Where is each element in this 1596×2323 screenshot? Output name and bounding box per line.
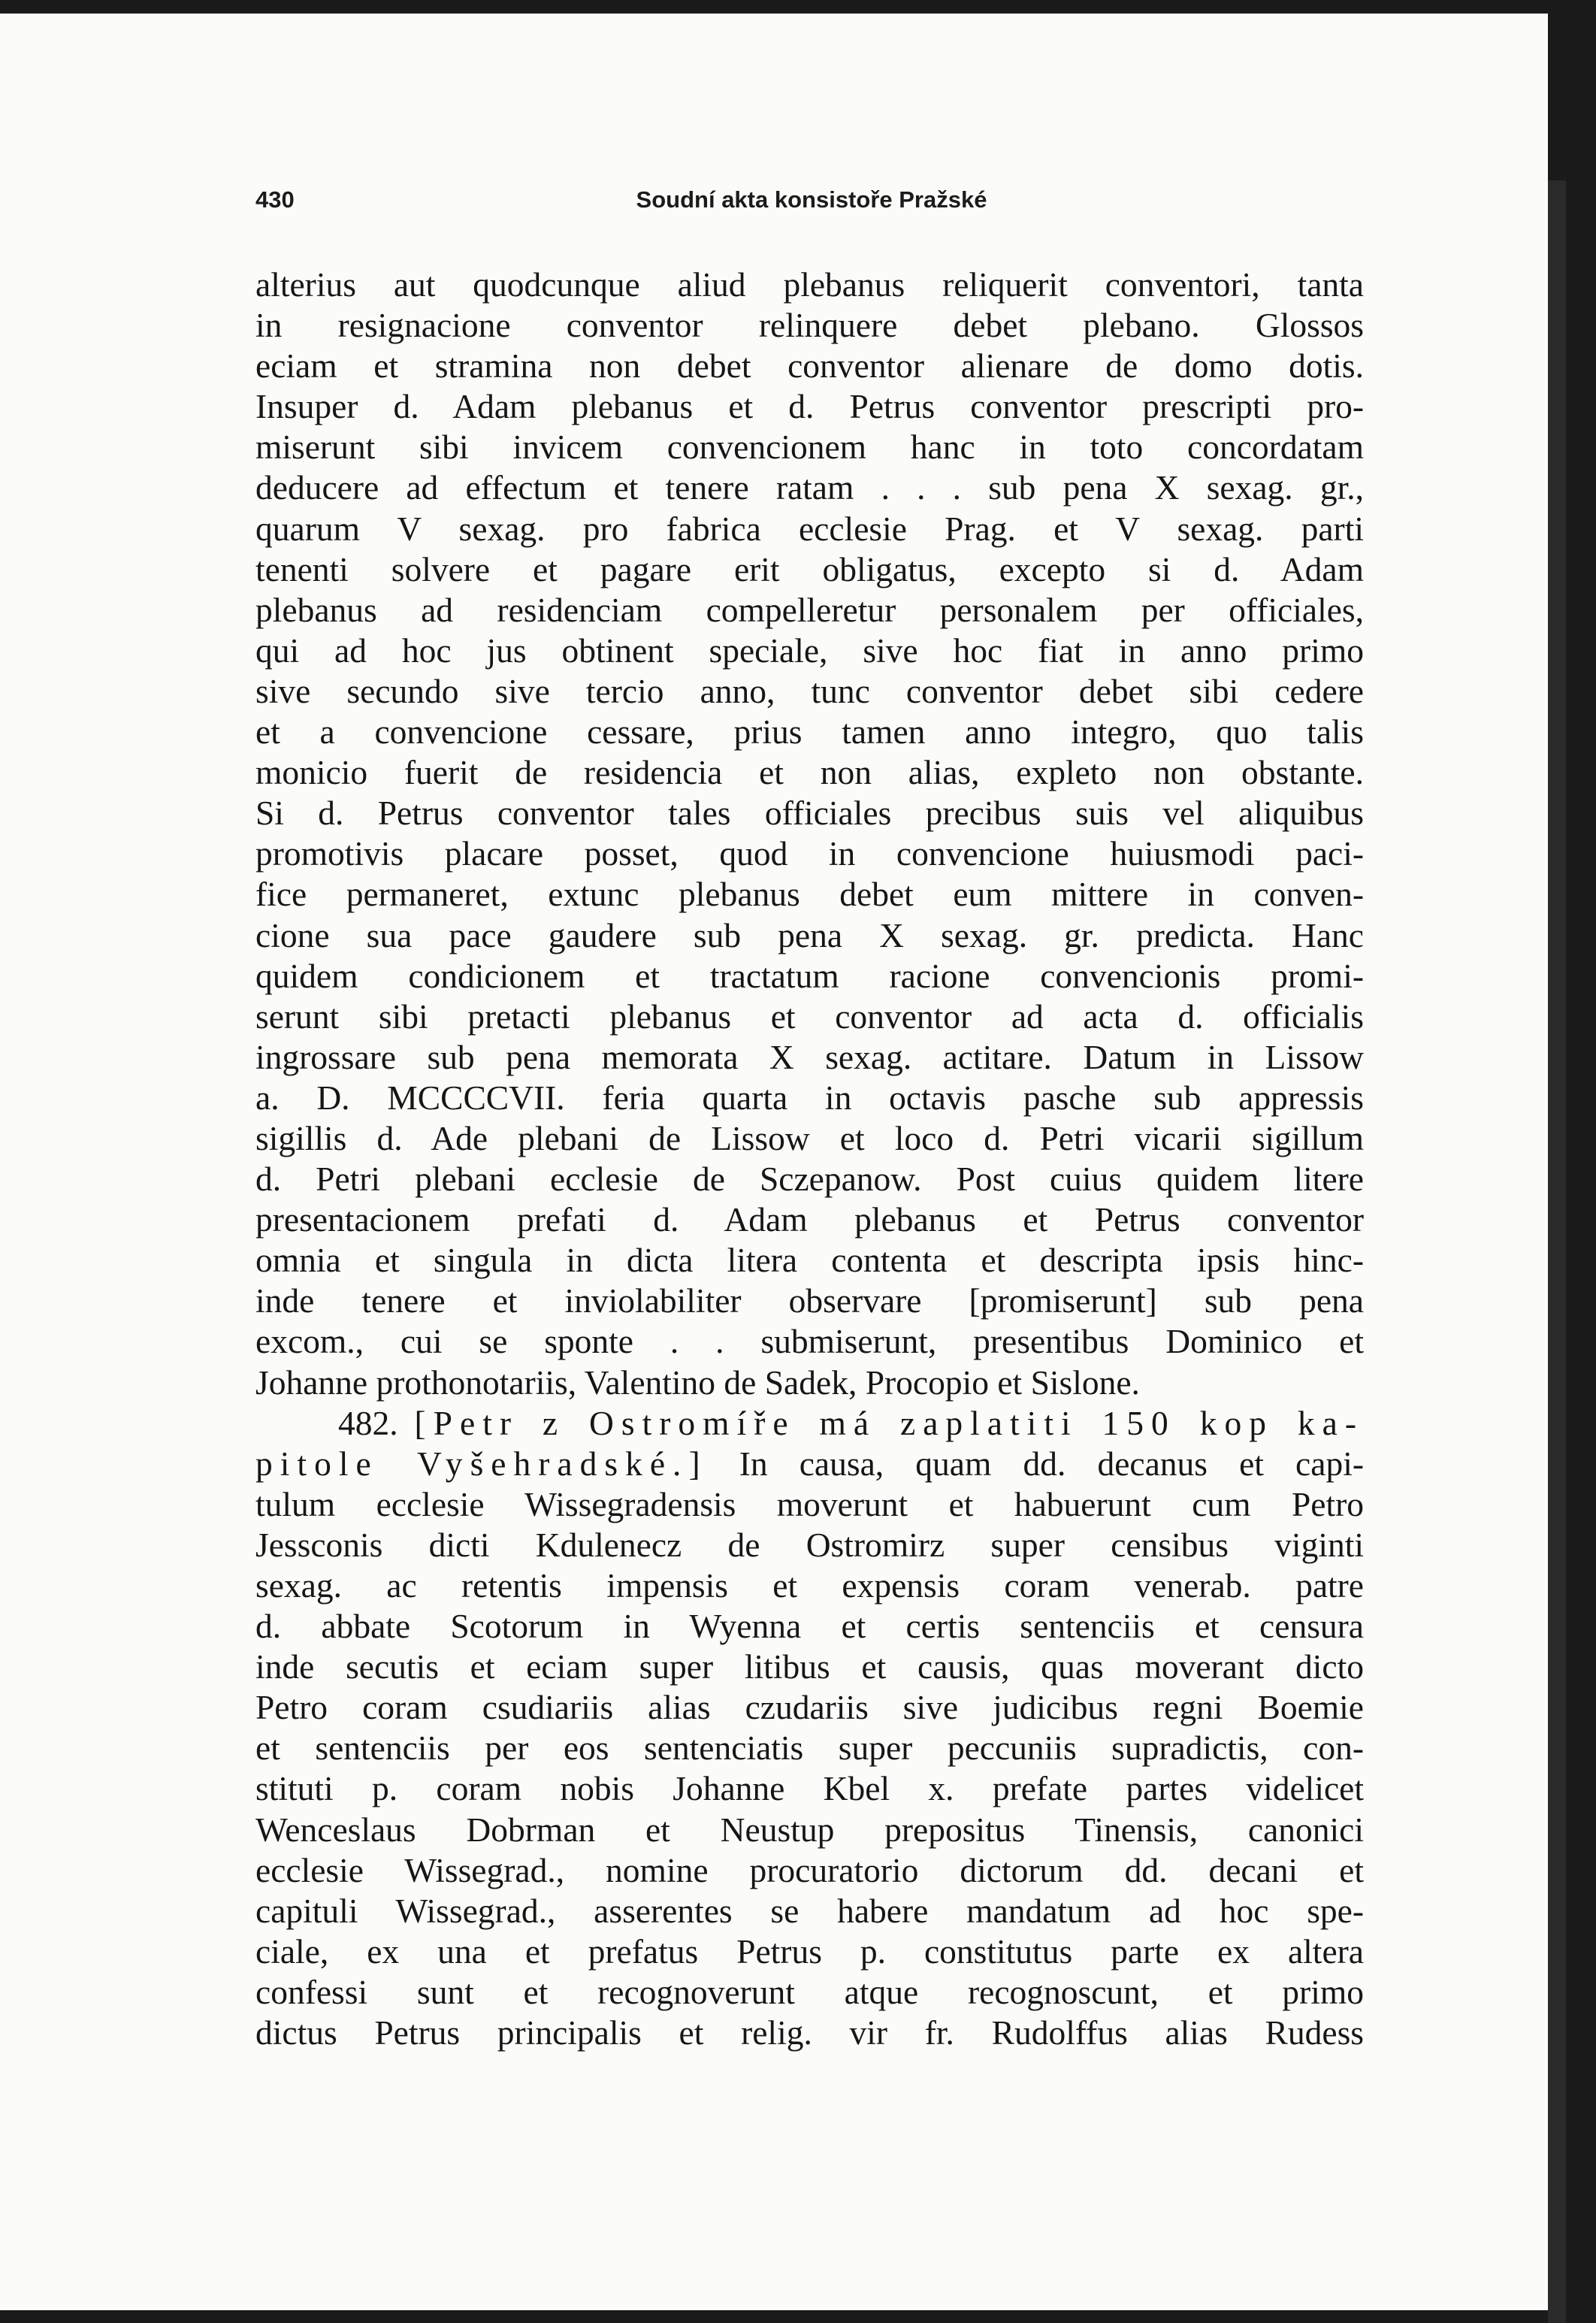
text-line: Wenceslaus Dobrman et Neustup prepositus Tinensis, canonici <box>255 1810 1364 1849</box>
entry-number: 482. <box>338 1403 398 1442</box>
text-line: Petro coram csudiariis alias czudariis sive judicibus regni Boemie <box>255 1688 1364 1727</box>
page-header <box>255 186 1368 224</box>
text-line: ecclesie Wissegrad., nomine procuratorio dictorum dd. decani et <box>255 1850 1364 1889</box>
text-line: tenenti solvere et pagare erit obligatus, excepto si d. Adam <box>255 549 1364 588</box>
text-line: et a convencione cessare, prius tamen anno integro, quo talis <box>255 712 1364 752</box>
text-line: sexag. ac retentis impensis et expensis coram venerab. patre <box>255 1566 1364 1605</box>
text-line: qui ad hoc jus obtinent speciale, sive hoc fiat in anno primo <box>255 631 1364 670</box>
text-line: inde secutis et eciam super litibus et causis, quas moverant dicto <box>255 1647 1364 1686</box>
text-line: monicio fuerit de residencia et non alias, expleto non obstante. <box>255 753 1364 792</box>
page-number: 430 <box>255 186 295 213</box>
entry-heading-part-1: [Petr z Ostromíře má zaplatiti 150 kop ka- <box>414 1403 1364 1442</box>
entry-heading-line-2 <box>255 1444 1364 1484</box>
text-line: plebanus ad residenciam compelleretur personalem per officiales, <box>255 590 1364 629</box>
paragraph-1 <box>255 265 1364 1403</box>
text-line: fice permaneret, extunc plebanus debet eum mittere in conven- <box>255 875 1364 914</box>
text-line: Jessconis dicti Kdulenecz de Ostromirz super censibus viginti <box>255 1525 1364 1564</box>
text-line: cione sua pace gaudere sub pena X sexag. gr. predicta. Hanc <box>255 915 1364 954</box>
entry-heading-part-2: pitole Vyšehradské.] <box>255 1444 708 1483</box>
text-line: stituti p. coram nobis Johanne Kbel x. prefate partes videlicet <box>255 1769 1364 1808</box>
text-line: quidem condicionem et tractatum racione convencionis promi- <box>255 956 1364 995</box>
text-line: capituli Wissegrad., asserentes se habere mandatum ad hoc spe- <box>255 1891 1364 1930</box>
text-line: confessi sunt et recognoverunt atque recognoscunt, et primo <box>255 1972 1364 2011</box>
text-line: et sentenciis per eos sentenciatis super peccuniis supradictis, con- <box>255 1729 1364 1768</box>
text-line: d. abbate Scotorum in Wyenna et certis sentenciis et censura <box>255 1607 1364 1646</box>
text-line: Si d. Petrus conventor tales officiales precibus suis vel aliquibus <box>255 794 1364 833</box>
page-edge-shadow <box>1548 180 1566 2323</box>
running-title: Soudní akta konsistoře Pražské <box>636 186 987 213</box>
text-line: deducere ad effectum et tenere ratam . . . sub pena X sexag. gr., <box>255 468 1364 507</box>
text-line: tulum ecclesie Wissegradensis moverunt et habuerunt cum Petro <box>255 1484 1364 1523</box>
text-line: omnia et singula in dicta litera contenta et descripta ipsis hinc- <box>255 1241 1364 1280</box>
text-line: inde tenere et inviolabiliter observare [promiserunt] sub pena <box>255 1281 1364 1320</box>
text-line: excom., cui se sponte . . submiserunt, presentibus Dominico et <box>255 1322 1364 1361</box>
text-line: Insuper d. Adam plebanus et d. Petrus conventor prescripti pro- <box>255 387 1364 426</box>
text-line: a. D. MCCCCVII. feria quarta in octavis pasche sub appressis <box>255 1078 1364 1117</box>
text-line: Johanne prothonotariis, Valentino de Sadek, Procopio et Sislone. <box>255 1363 1140 1402</box>
entry-482 <box>255 1403 1364 2054</box>
entry-heading-line <box>255 1403 1364 1444</box>
text-line: presentacionem prefati d. Adam plebanus et Petrus conventor <box>255 1200 1364 1239</box>
text-line: sive secundo sive tercio anno, tunc conventor debet sibi cedere <box>255 671 1364 710</box>
text-line: in resignacione conventor relinquere debet plebano. Glossos <box>255 306 1364 345</box>
text-line: eciam et stramina non debet conventor alienare de domo dotis. <box>255 346 1364 386</box>
text-line: serunt sibi pretacti plebanus et conventor ad acta d. officialis <box>255 997 1364 1036</box>
text-line: miserunt sibi invicem convencionem hanc in toto concordatam <box>255 428 1364 467</box>
text-line: quarum V sexag. pro fabrica ecclesie Prag. et V sexag. parti <box>255 509 1364 548</box>
body-text <box>255 265 1364 2053</box>
text-line: dictus Petrus principalis et relig. vir fr. Rudolffus alias Rudess <box>255 2013 1364 2052</box>
text-line: ingrossare sub pena memorata X sexag. actitare. Datum in Lissow <box>255 1037 1364 1076</box>
entry-first-line-rest: In causa, quam dd. decanus et capi- <box>707 1444 1364 1483</box>
text-line: ciale, ex una et prefatus Petrus p. constitutus parte ex altera <box>255 1931 1364 1971</box>
text-line: d. Petri plebani ecclesie de Sczepanow. Post cuius quidem litere <box>255 1160 1364 1199</box>
text-line: promotivis placare posset, quod in convencione huiusmodi paci- <box>255 834 1364 873</box>
text-line: sigillis d. Ade plebani de Lissow et loco d. Petri vicarii sigillum <box>255 1118 1364 1157</box>
text-line: alterius aut quodcunque aliud plebanus reliquerit conventori, tanta <box>255 265 1364 304</box>
